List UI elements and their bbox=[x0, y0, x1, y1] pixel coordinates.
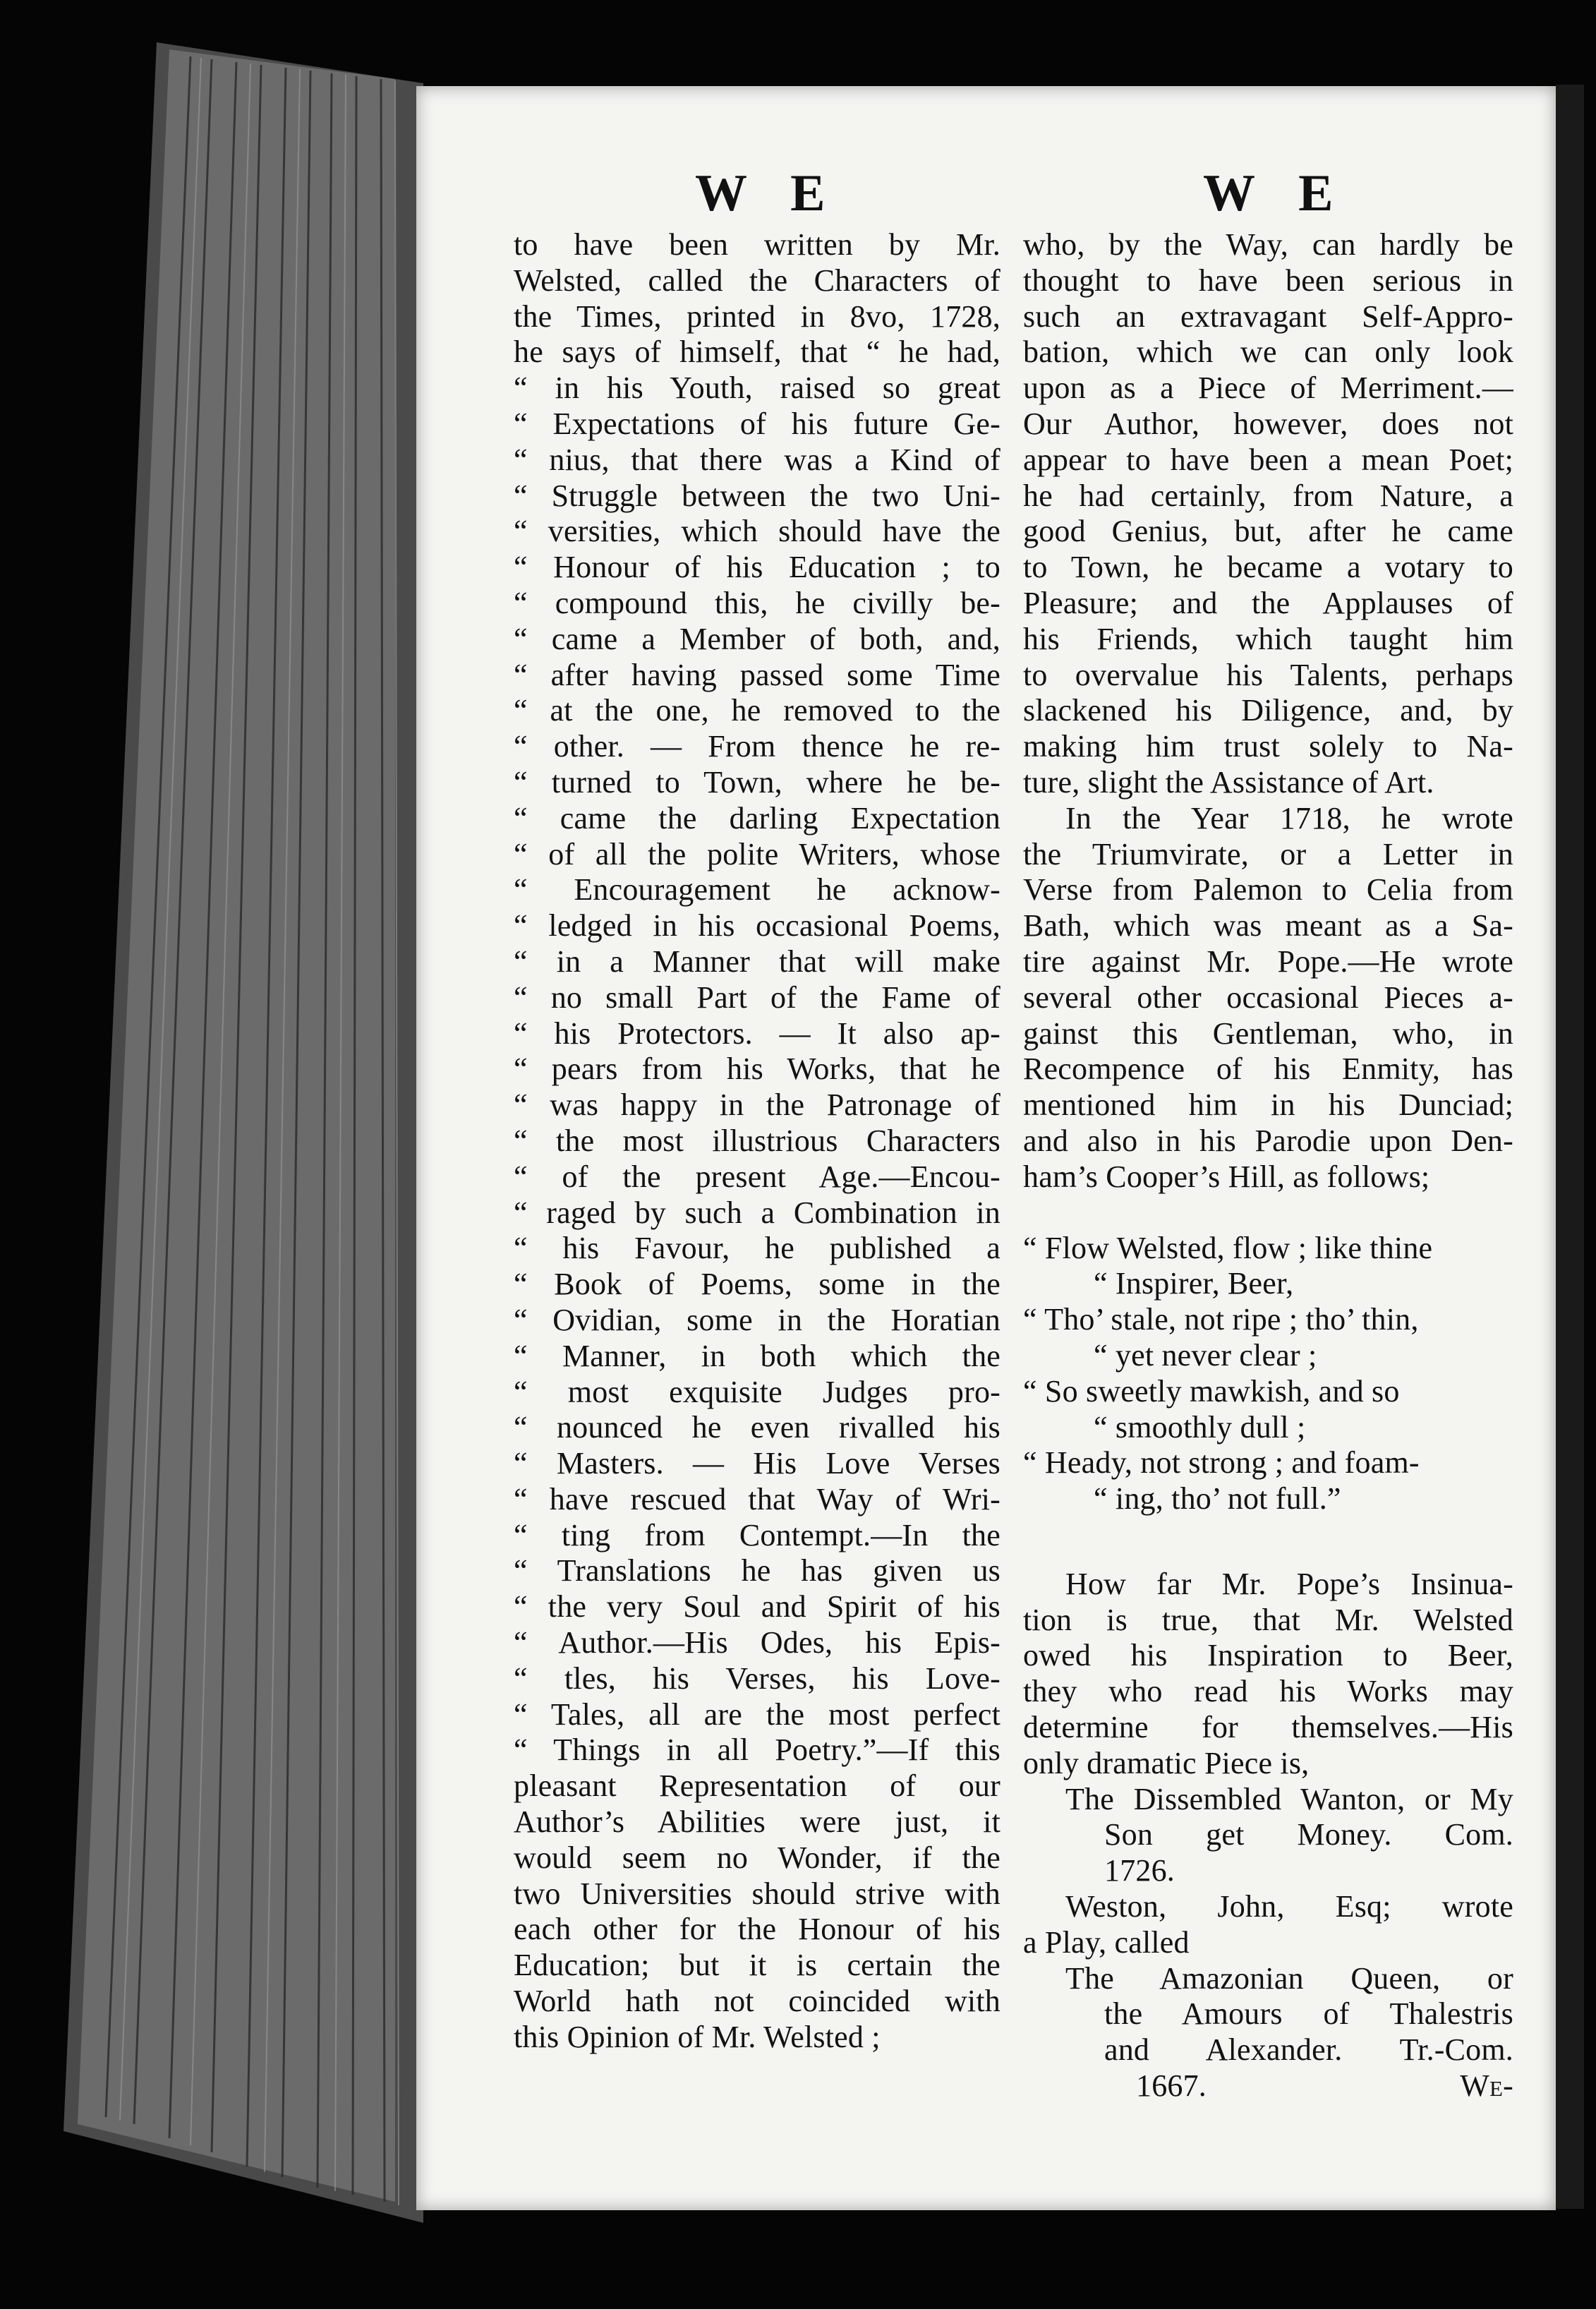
text-line: only dramatic Piece is, bbox=[1023, 1745, 1310, 1780]
text-line: The Dissembled Wanton, or My bbox=[1065, 1781, 1513, 1816]
text-line: “ compound this, he civilly be- bbox=[514, 585, 1000, 620]
text-line: they who read his Works may bbox=[1023, 1674, 1513, 1709]
text-line: “ no small Part of the Fame of bbox=[514, 979, 1000, 1015]
text-line: appear to have been a mean Poet; bbox=[1023, 442, 1513, 477]
text-line: Son get Money. Com. bbox=[1104, 1817, 1513, 1852]
text-line: Pleasure; and the Applauses of bbox=[1023, 585, 1513, 620]
text-line: “ pears from his Works, that he bbox=[514, 1051, 1000, 1087]
text-line: he had certainly, from Nature, a bbox=[1023, 478, 1513, 513]
text-line: “ Ovidian, some in the Horatian bbox=[514, 1302, 1000, 1337]
play-entry-amazonian-queen bbox=[1023, 1961, 1513, 2068]
text-line: “ Honour of his Education ; to bbox=[514, 550, 1000, 585]
text-line: a Play, called bbox=[1023, 1924, 1190, 1960]
text-line: “ other. — From thence he re- bbox=[514, 729, 1000, 764]
paragraph-triumvirate bbox=[1023, 801, 1513, 1195]
text-line: 1726. bbox=[1104, 1853, 1175, 1888]
text-line: to have been written by Mr. bbox=[514, 227, 1000, 262]
text-line: would seem no Wonder, if the bbox=[514, 1840, 1000, 1875]
text-line: “ Expectations of his future Ge- bbox=[514, 406, 1000, 441]
text-line: “ nounced he even rivalled his bbox=[514, 1410, 1000, 1445]
text-line: “ Encouragement he acknow- bbox=[514, 872, 1000, 908]
text-line: who, by the Way, can hardly be bbox=[1023, 227, 1513, 262]
text-line: “ Flow Welsted, flow ; like thine bbox=[1023, 1230, 1433, 1265]
text-line: “ Heady, not strong ; and foam- bbox=[1023, 1445, 1420, 1481]
text-line: ham’s Cooper’s Hill, as follows; bbox=[1023, 1159, 1430, 1194]
text-line: Weston, John, Esq; wrote bbox=[1065, 1889, 1513, 1924]
text-line: Education; but it is certain the bbox=[514, 1948, 1000, 1983]
running-head-left: W E bbox=[695, 164, 841, 222]
text-line: “ came the darling Expectation bbox=[514, 800, 1000, 836]
text-line: World hath not coincided with bbox=[514, 1984, 1000, 2019]
text-line: Author’s Abilities were just, it bbox=[514, 1804, 1000, 1840]
text-line: such an extravagant Self-Appro- bbox=[1023, 299, 1513, 334]
text-line: and Alexander. Tr.-Com. bbox=[1104, 2032, 1513, 2068]
text-line: In the Year 1718, he wrote bbox=[1065, 800, 1513, 836]
text-line: “ of the present Age.—Encou- bbox=[514, 1159, 1000, 1194]
book-page bbox=[416, 86, 1556, 2210]
text-line: “ in a Manner that will make bbox=[514, 944, 1000, 979]
text-line: gainst this Gentleman, who, in bbox=[1023, 1015, 1513, 1051]
text-line: “ Manner, in both which the bbox=[514, 1338, 1000, 1373]
text-line: Recompence of his Enmity, has bbox=[1023, 1051, 1513, 1087]
text-line: “ versities, which should have the bbox=[514, 514, 1000, 549]
text-line: the Times, printed in 8vo, 1728, bbox=[514, 299, 1000, 334]
text-line: two Universities should strive with bbox=[514, 1876, 1000, 1911]
text-line: “ yet never clear ; bbox=[1094, 1337, 1317, 1373]
text-line: tion is true, that Mr. Welsted bbox=[1023, 1602, 1513, 1637]
text-line: “ came a Member of both, and, bbox=[514, 621, 1000, 656]
text-line: “ the most illustrious Characters bbox=[514, 1123, 1000, 1158]
paragraph-pope-insinuation bbox=[1023, 1567, 1513, 1782]
last-line bbox=[1023, 2068, 1513, 2104]
text-line: “ turned to Town, where he be- bbox=[514, 764, 1000, 800]
text-line: “ nius, that there was a Kind of bbox=[514, 442, 1000, 477]
text-line: “ smoothly dull ; bbox=[1094, 1409, 1306, 1445]
text-line: to Town, he became a votary to bbox=[1023, 550, 1513, 585]
text-line: the Triumvirate, or a Letter in bbox=[1023, 836, 1513, 872]
text-line: to overvalue his Talents, perhaps bbox=[1023, 657, 1513, 692]
text-line: he says of himself, that “ he had, bbox=[514, 334, 1000, 370]
text-line: ture, slight the Assistance of Art. bbox=[1023, 764, 1434, 800]
catchword: We- bbox=[1460, 2068, 1513, 2104]
text-line: “ his Favour, he published a bbox=[514, 1231, 1000, 1266]
text-line: this Opinion of Mr. Welsted ; bbox=[514, 2019, 881, 2054]
play-entry-dissembled-wanton bbox=[1023, 1782, 1513, 1889]
text-line: “ Translations he has given us bbox=[514, 1553, 1000, 1588]
play-date: 1667. bbox=[1136, 2068, 1207, 2104]
text-line: determine for themselves.—His bbox=[1023, 1710, 1513, 1745]
text-line: Welsted, called the Characters of bbox=[514, 263, 1000, 298]
text-line: How far Mr. Pope’s Insinua- bbox=[1065, 1566, 1513, 1601]
text-line: “ tles, his Verses, his Love- bbox=[514, 1660, 1000, 1696]
text-line: mentioned him in his Dunciad; bbox=[1023, 1087, 1513, 1123]
text-line: and also in his Parodie upon Den- bbox=[1023, 1123, 1513, 1158]
text-line: “ Things in all Poetry.”—If this bbox=[514, 1732, 1000, 1768]
text-line: “ the very Soul and Spirit of his bbox=[514, 1589, 1000, 1624]
text-line: The Amazonian Queen, or bbox=[1065, 1960, 1513, 1996]
text-line: “ at the one, he removed to the bbox=[514, 693, 1000, 728]
text-line: making him trust solely to Na- bbox=[1023, 729, 1513, 764]
text-line: “ ledged in his occasional Poems, bbox=[514, 908, 1000, 944]
text-line: “ have rescued that Way of Wri- bbox=[514, 1481, 1000, 1517]
text-line: “ Struggle between the two Uni- bbox=[514, 478, 1000, 513]
text-line: “ Tho’ stale, not ripe ; tho’ thin, bbox=[1023, 1302, 1419, 1337]
text-line: upon as a Piece of Merriment.— bbox=[1023, 370, 1513, 406]
text-line: “ Masters. — His Love Verses bbox=[514, 1446, 1000, 1481]
text-line: good Genius, but, after he came bbox=[1023, 514, 1513, 549]
entry-weston bbox=[1023, 1889, 1513, 1961]
text-line: thought to have been serious in bbox=[1023, 263, 1513, 298]
text-line: slackened his Diligence, and, by bbox=[1023, 693, 1513, 728]
text-line: tire against Mr. Pope.—He wrote bbox=[1023, 944, 1513, 979]
text-line: pleasant Representation of our bbox=[514, 1768, 1000, 1804]
text-line: “ Book of Poems, some in the bbox=[514, 1267, 1000, 1302]
text-line: “ after having passed some Time bbox=[514, 657, 1000, 692]
text-line: “ most exquisite Judges pro- bbox=[514, 1374, 1000, 1409]
text-line: “ ting from Contempt.—In the bbox=[514, 1517, 1000, 1553]
text-line: “ So sweetly mawkish, and so bbox=[1023, 1373, 1400, 1409]
text-line: his Friends, which taught him bbox=[1023, 621, 1513, 656]
text-line: Bath, which was meant as a Sa- bbox=[1023, 908, 1513, 944]
text-line: “ raged by such a Combination in bbox=[514, 1195, 1000, 1230]
text-line: “ ing, tho’ not full.” bbox=[1094, 1481, 1341, 1517]
text-line: the Amours of Thalestris bbox=[1104, 1996, 1513, 2032]
right-text-column bbox=[1023, 227, 1513, 2104]
text-line: “ Inspirer, Beer, bbox=[1094, 1266, 1294, 1301]
text-line: several other occasional Pieces a- bbox=[1023, 979, 1513, 1015]
left-text-column bbox=[514, 227, 1000, 2056]
text-line: “ was happy in the Patronage of bbox=[514, 1087, 1000, 1123]
running-head-right: W E bbox=[1203, 164, 1349, 222]
text-line: Verse from Palemon to Celia from bbox=[1023, 872, 1513, 908]
text-line: bation, which we can only look bbox=[1023, 334, 1513, 370]
paragraph-welsted-merriment bbox=[1023, 227, 1513, 801]
text-line: owed his Inspiration to Beer, bbox=[1023, 1638, 1513, 1673]
text-line: Our Author, however, does not bbox=[1023, 406, 1513, 441]
text-line: “ Author.—His Odes, his Epis- bbox=[514, 1625, 1000, 1660]
text-line: “ his Protectors. — It also ap- bbox=[514, 1015, 1000, 1051]
dunciad-verse-quote bbox=[1023, 1231, 1513, 1517]
text-line: “ in his Youth, raised so great bbox=[514, 370, 1000, 406]
text-line: “ of all the polite Writers, whose bbox=[514, 836, 1000, 872]
text-line: “ Tales, all are the most perfect bbox=[514, 1696, 1000, 1732]
text-line: each other for the Honour of his bbox=[514, 1912, 1000, 1947]
